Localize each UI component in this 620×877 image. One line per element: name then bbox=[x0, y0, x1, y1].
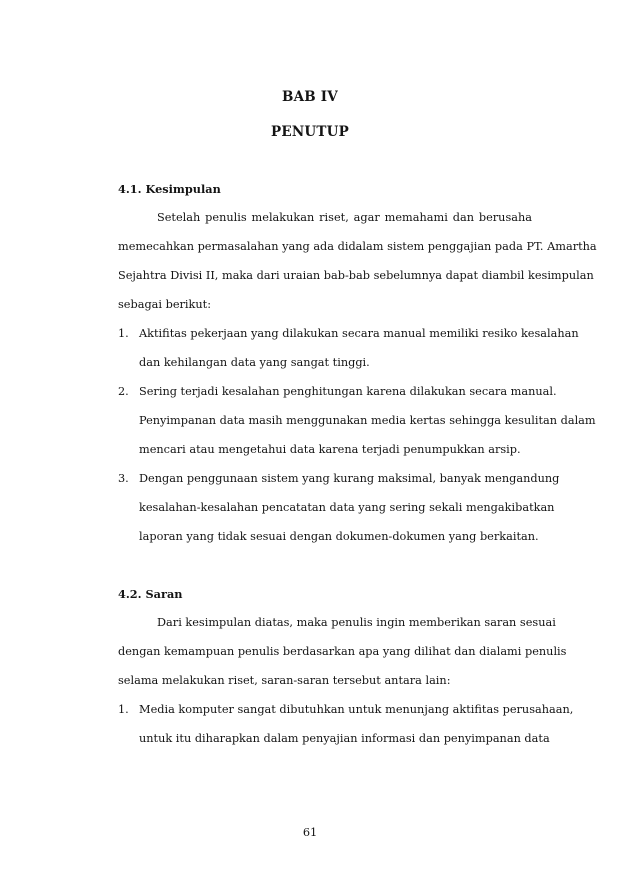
list-item-line: kesalahan-kesalahan pencatatan data yang sering sekali mengakibatkan bbox=[139, 501, 555, 514]
list-item-number: 1. bbox=[118, 327, 129, 340]
paragraph-line: sebagai berikut: bbox=[118, 298, 212, 311]
list-item-line: laporan yang tidak sesuai dengan dokumen-dokumen yang berkaitan. bbox=[139, 530, 539, 543]
list-item-line: mencari atau mengetahui data karena terjadi penumpukkan arsip. bbox=[139, 443, 521, 456]
page-number: 61 bbox=[302, 826, 318, 839]
list-item-number: 1. bbox=[118, 703, 129, 716]
list-item-line: Dengan penggunaan sistem yang kurang maksimal, banyak mengandung bbox=[139, 472, 560, 485]
list-item-line: untuk itu diharapkan dalam penyajian informasi dan penyimpanan data bbox=[139, 732, 550, 745]
paragraph-line: Sejahtra Divisi II, maka dari uraian bab-bab sebelumnya dapat diambil kesimpulan bbox=[118, 269, 594, 282]
paragraph-line: dengan kemampuan penulis berdasarkan apa yang dilihat dan dialami penulis bbox=[118, 645, 567, 658]
paragraph-line: Dari kesimpulan diatas, maka penulis ingin memberikan saran sesuai bbox=[157, 616, 556, 629]
paragraph-line: Setelah penulis melakukan riset, agar memahami dan berusaha bbox=[157, 211, 532, 224]
paragraph-line: selama melakukan riset, saran-saran tersebut antara lain: bbox=[118, 674, 451, 687]
chapter-title: PENUTUP bbox=[271, 124, 349, 140]
list-item-line: Sering terjadi kesalahan penghitungan karena dilakukan secara manual. bbox=[139, 385, 557, 398]
list-item-number: 2. bbox=[118, 385, 129, 398]
section-heading-saran: 4.2. Saran bbox=[118, 587, 183, 601]
list-item-line: Penyimpanan data masih menggunakan media kertas sehingga kesulitan dalam bbox=[139, 414, 596, 427]
list-item-line: Media komputer sangat dibutuhkan untuk menunjang aktifitas perusahaan, bbox=[139, 703, 574, 716]
chapter-number: BAB IV bbox=[282, 89, 338, 105]
list-item-line: Aktifitas pekerjaan yang dilakukan secara manual memiliki resiko kesalahan bbox=[139, 327, 579, 340]
list-item-number: 3. bbox=[118, 472, 129, 485]
list-item-line: dan kehilangan data yang sangat tinggi. bbox=[139, 356, 370, 369]
section-heading-kesimpulan: 4.1. Kesimpulan bbox=[118, 182, 221, 196]
paragraph-line: memecahkan permasalahan yang ada didalam sistem penggajian pada PT. Amartha bbox=[118, 240, 597, 253]
